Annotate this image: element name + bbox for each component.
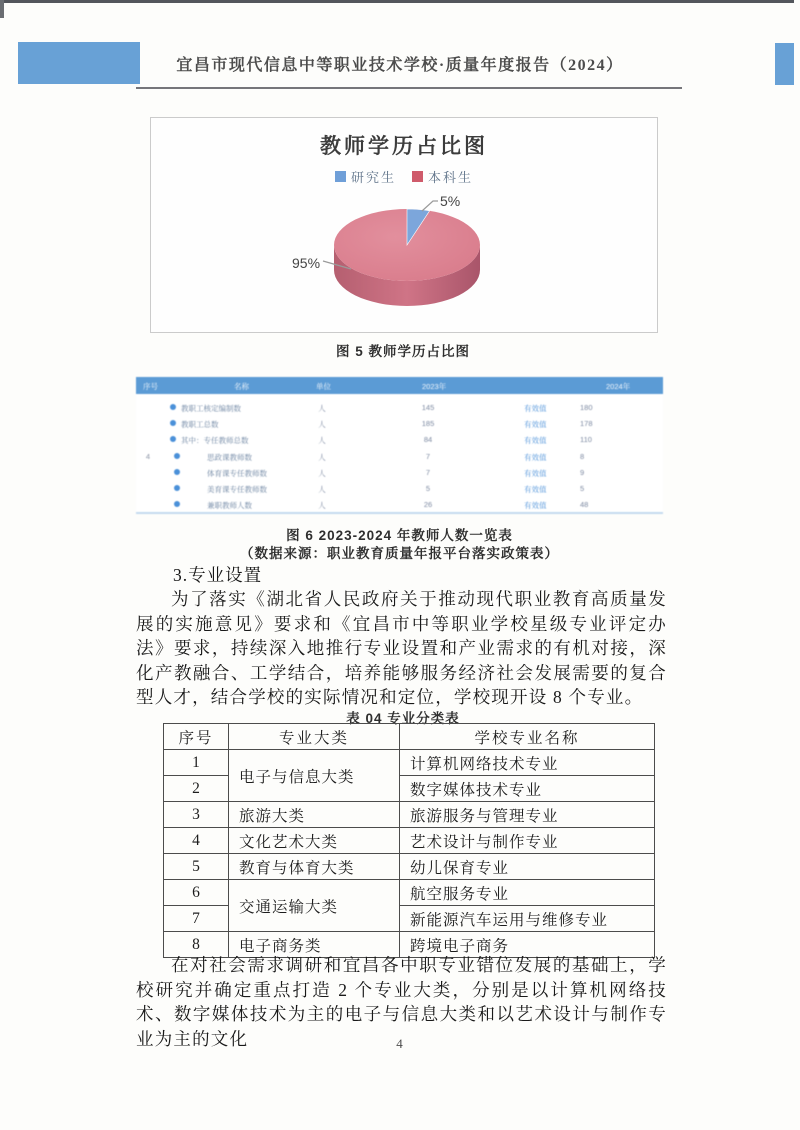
info-icon bbox=[174, 453, 180, 459]
cell-2023: 5 bbox=[425, 483, 431, 493]
cell-name: 美育课专任教师数 bbox=[207, 484, 267, 494]
legend-item-graduate bbox=[335, 167, 396, 186]
cell-major: 幼儿保育专业 bbox=[400, 854, 655, 880]
cell-status: 有效值 bbox=[524, 452, 547, 462]
legend-label: 本科生 bbox=[428, 170, 474, 185]
cell-unit: 人 bbox=[318, 420, 326, 430]
cell-category: 交通运输大类 bbox=[229, 880, 400, 932]
cell-2024: 5 bbox=[580, 483, 585, 493]
cell-no: 5 bbox=[164, 854, 229, 880]
cell-status: 有效值 bbox=[524, 436, 547, 446]
cell-name: 思政课教师数 bbox=[207, 452, 252, 462]
staff-table-header bbox=[136, 377, 663, 394]
legend-item-bachelor bbox=[412, 167, 473, 186]
cell-no: 1 bbox=[164, 750, 229, 776]
cell-major: 跨境电子商务 bbox=[400, 932, 655, 958]
cell-name: 体育课专任教师数 bbox=[207, 468, 267, 478]
col-header-unit: 单位 bbox=[316, 382, 331, 391]
info-icon bbox=[170, 420, 176, 426]
cell-category: 文化艺术大类 bbox=[229, 828, 400, 854]
cell-name: 其中：专任教师总数 bbox=[181, 436, 249, 446]
page-header-title: 宜昌市现代信息中等职业技术学校·质量年度报告（2024） bbox=[176, 57, 624, 74]
cell-unit: 人 bbox=[318, 404, 326, 413]
cell-2023: 145 bbox=[421, 403, 435, 412]
cell-category: 电子与信息大类 bbox=[229, 750, 400, 802]
info-icon bbox=[174, 501, 180, 507]
legend-swatch-blue-icon bbox=[335, 171, 346, 182]
closing-paragraph: 在对社会需求调研和宜昌各中职专业错位发展的基础上，学校研究并确定重点打造 2 个专业大类，分别是以计算机网络技术、数字媒体技术为主的电子与信息大类和以艺术设计与制作专业为主的文化 bbox=[136, 955, 667, 1049]
body-paragraph: 为了落实《湖北省人民政府关于推动现代职业教育高质量发展的实施意见》要求和《宜昌市中等职业学校星级专业评定办法》要求，持续深入地推行专业设置和产业需求的有机对接，深化产教融合、工学结合，培养能够服务经济社会发展需要的复合型人才，结合学校的实际情况和定位，学校现开设 8 个专业。 bbox=[136, 589, 667, 707]
table-row bbox=[136, 399, 663, 415]
cell-status: 有效值 bbox=[524, 468, 547, 478]
cell-no: 7 bbox=[164, 906, 229, 932]
cell-category: 教育与体育大类 bbox=[229, 854, 400, 880]
section-heading: 3.专业设置 bbox=[173, 565, 263, 585]
pie-chart-3d bbox=[151, 190, 657, 332]
scan-left-edge bbox=[0, 0, 4, 18]
table-row bbox=[136, 415, 663, 431]
cell-unit: 人 bbox=[318, 436, 326, 446]
cell-unit: 人 bbox=[318, 452, 326, 462]
page-number: 4 bbox=[396, 1036, 403, 1051]
staff-table-screenshot bbox=[136, 377, 663, 514]
cell-major: 数字媒体技术专业 bbox=[400, 776, 655, 802]
pie-label-5: 5% bbox=[440, 193, 461, 209]
teacher-degree-chart bbox=[150, 117, 658, 333]
col-header-major: 学校专业名称 bbox=[400, 724, 655, 750]
col-header-seq: 序号 bbox=[143, 382, 158, 391]
table-row bbox=[164, 828, 655, 854]
info-icon bbox=[174, 485, 180, 491]
cell-seq: 4 bbox=[145, 451, 151, 461]
cell-major: 新能源汽车运用与维修专业 bbox=[400, 906, 655, 932]
table-row bbox=[164, 802, 655, 828]
cell-name: 兼职教师人数 bbox=[207, 501, 252, 511]
cell-name: 教职工总数 bbox=[181, 420, 219, 430]
staff-table-body bbox=[136, 394, 663, 512]
cell-major: 计算机网络技术专业 bbox=[400, 750, 655, 776]
cell-2023: 7 bbox=[425, 467, 431, 477]
table-row bbox=[136, 431, 663, 447]
col-header-no: 序号 bbox=[164, 724, 229, 750]
cell-2023: 26 bbox=[423, 500, 433, 510]
cell-category: 旅游大类 bbox=[229, 802, 400, 828]
table-row bbox=[164, 750, 655, 776]
cell-no: 4 bbox=[164, 828, 229, 854]
major-classification-table bbox=[163, 723, 655, 958]
cell-name: 教职工核定编制数 bbox=[181, 404, 241, 413]
info-icon bbox=[170, 436, 176, 442]
cell-2024: 48 bbox=[580, 500, 589, 510]
cell-2024: 180 bbox=[580, 403, 593, 412]
cell-unit: 人 bbox=[318, 484, 326, 494]
col-header-category: 专业大类 bbox=[229, 724, 400, 750]
cell-no: 8 bbox=[164, 932, 229, 958]
chart-legend bbox=[151, 167, 657, 186]
cell-2023: 7 bbox=[425, 451, 431, 461]
cell-no: 6 bbox=[164, 880, 229, 906]
table-row bbox=[136, 496, 663, 512]
cell-2024: 8 bbox=[580, 451, 585, 461]
cell-2023: 84 bbox=[423, 435, 433, 445]
col-header-2024: 2024年 bbox=[606, 382, 631, 391]
header-accent-right bbox=[775, 43, 794, 85]
figure6-caption-line1: 图 6 2023-2024 年教师人数一览表 bbox=[286, 528, 513, 543]
cell-major: 艺术设计与制作专业 bbox=[400, 828, 655, 854]
col-header-2023: 2023年 bbox=[422, 382, 447, 391]
scan-top-edge bbox=[0, 0, 794, 3]
table-header-row bbox=[164, 724, 655, 750]
cell-status: 有效值 bbox=[524, 484, 547, 494]
cell-major: 旅游服务与管理专业 bbox=[400, 802, 655, 828]
table-row bbox=[164, 854, 655, 880]
cell-category: 电子商务类 bbox=[229, 932, 400, 958]
header-accent-left bbox=[18, 42, 140, 84]
table-row bbox=[164, 880, 655, 906]
leader-line-5 bbox=[422, 201, 438, 211]
cell-2024: 9 bbox=[580, 467, 585, 477]
cell-no: 3 bbox=[164, 802, 229, 828]
table-row bbox=[136, 464, 663, 480]
cell-major: 航空服务专业 bbox=[400, 880, 655, 906]
figure5-caption: 图 5 教师学历占比图 bbox=[335, 344, 470, 359]
legend-swatch-red-icon bbox=[412, 171, 423, 182]
legend-label: 研究生 bbox=[350, 170, 396, 185]
cell-no: 2 bbox=[164, 776, 229, 802]
cell-status: 有效值 bbox=[524, 404, 547, 413]
cell-status: 有效值 bbox=[524, 501, 547, 511]
table04-caption: 表 04 专业分类表 bbox=[346, 711, 460, 726]
table-row bbox=[136, 480, 663, 496]
cell-status: 有效值 bbox=[524, 420, 547, 430]
info-icon bbox=[170, 404, 176, 410]
cell-2023: 185 bbox=[421, 419, 435, 429]
cell-2024: 110 bbox=[580, 435, 592, 445]
header-rule bbox=[136, 87, 682, 89]
figure6-caption-line2: （数据来源：职业教育质量年报平台落实政策表） bbox=[240, 546, 559, 561]
info-icon bbox=[174, 469, 180, 475]
chart-title: 教师学历占比图 bbox=[320, 135, 488, 158]
col-header-name: 名称 bbox=[234, 382, 249, 391]
cell-unit: 人 bbox=[318, 468, 326, 478]
table-row bbox=[136, 448, 663, 464]
cell-unit: 人 bbox=[318, 501, 326, 511]
cell-2024: 178 bbox=[580, 419, 593, 429]
pie-label-95: 95% bbox=[292, 255, 321, 271]
